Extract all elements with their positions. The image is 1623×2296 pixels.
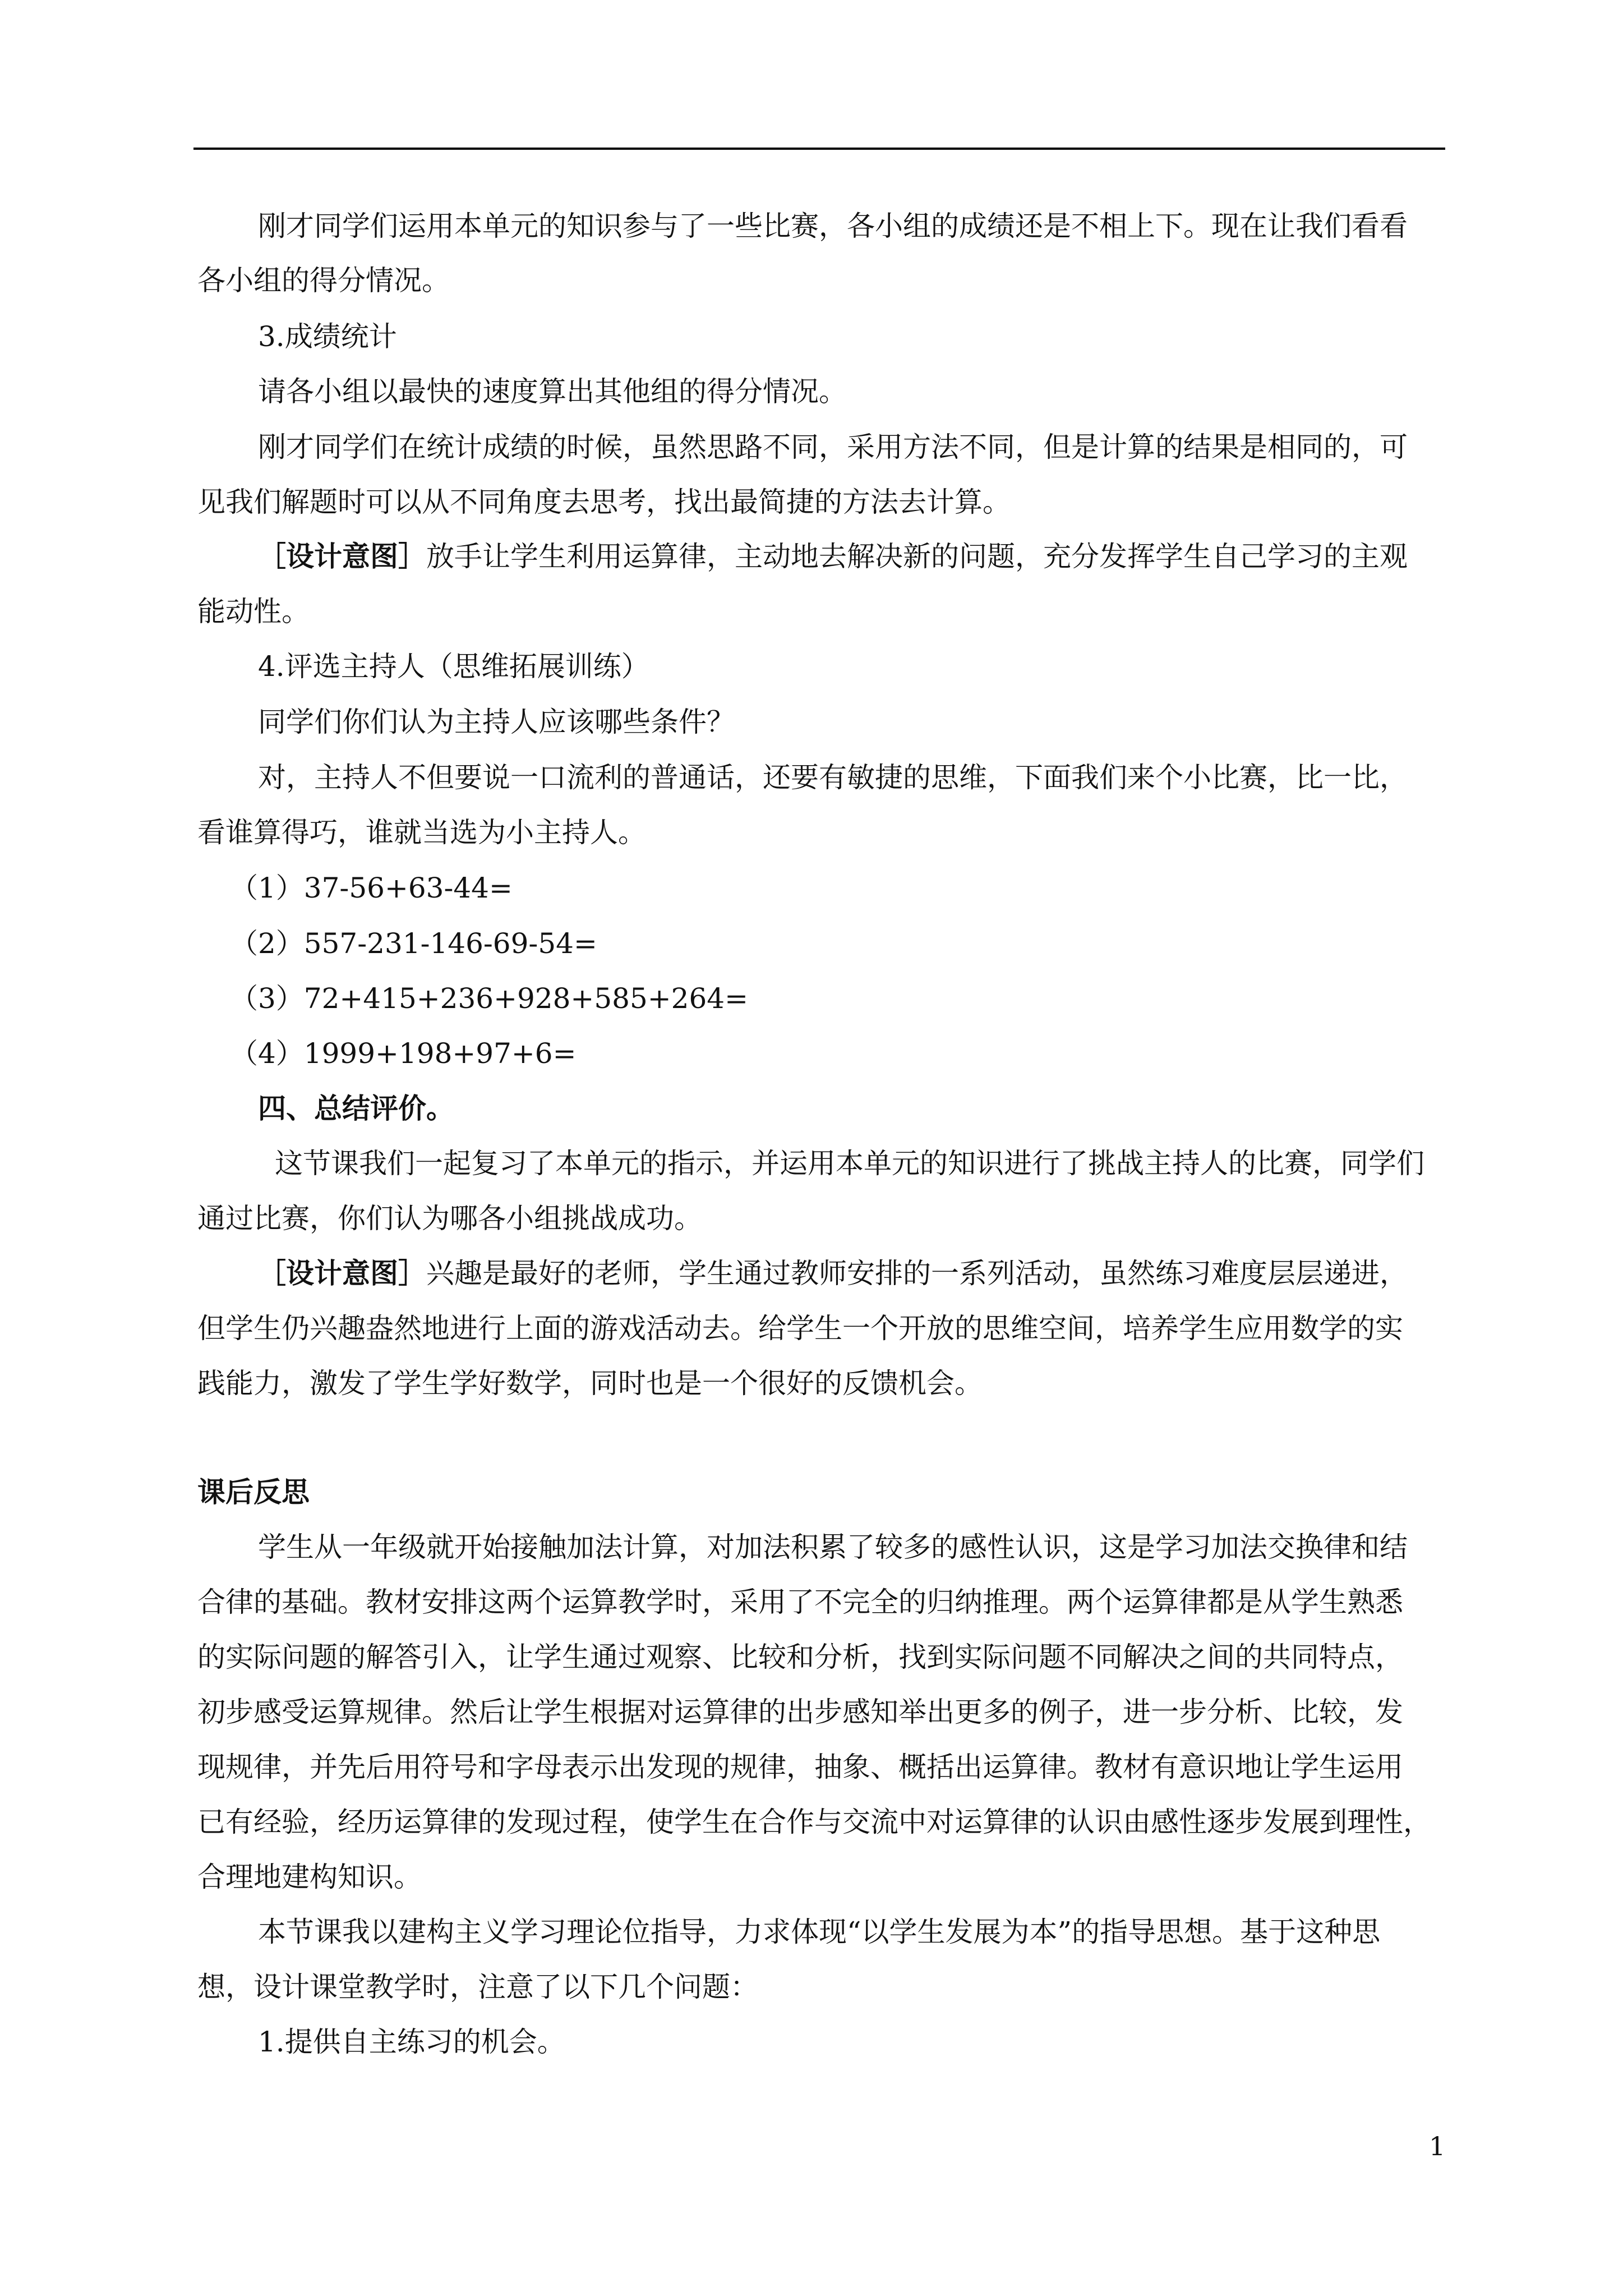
text-line: 的实际问题的解答引入，让学生通过观察、比较和分析，找到实际问题不同解决之间的共同特点， (197, 1641, 1403, 1673)
design-intent-label: ［设计意图］ (258, 540, 426, 573)
text-line: 刚才同学们运用本单元的知识参与了一些比赛，各小组的成绩还是不相上下。现在让我们看看 (258, 210, 1408, 242)
text-line (258, 1257, 1408, 1290)
text-line: 请各小组以最快的速度算出其他组的得分情况。 (258, 375, 847, 408)
section-heading: 课后反思 (197, 1475, 310, 1508)
text-line: 看谁算得巧，谁就当选为小主持人。 (197, 816, 646, 849)
text-line: 各小组的得分情况。 (197, 264, 450, 297)
text-line: 通过比赛，你们认为哪各小组挑战成功。 (197, 1202, 702, 1235)
text-line: 已有经验，经历运算律的发现过程，使学生在合作与交流中对运算律的认识由感性逐步发展到理性， (197, 1806, 1431, 1838)
text-line: 但学生仍兴趣盎然地进行上面的游戏活动去。给学生一个开放的思维空间，培养学生应用数学的实 (197, 1312, 1403, 1345)
section-heading: 四、总结评价。 (258, 1092, 454, 1125)
section-heading: 4.评选主持人（思维拓展训练） (258, 650, 649, 683)
text-line: 想，设计课堂教学时，注意了以下几个问题： (197, 1971, 758, 2003)
text-line: 践能力，激发了学生学好数学，同时也是一个很好的反馈机会。 (197, 1367, 983, 1400)
exercise-item: （4）1999+198+97+6= (230, 1037, 577, 1070)
text-line: 合律的基础。教材安排这两个运算教学时，采用了不完全的归纳推理。两个运算律都是从学生熟悉 (197, 1586, 1403, 1618)
text-line: 现规律，并先后用符号和字母表示出发现的规律，抽象、概括出运算律。教材有意识地让学生运用 (197, 1751, 1403, 1783)
design-intent-text: 兴趣是最好的老师，学生通过教师安排的一系列活动，虽然练习难度层层递进， (426, 1257, 1408, 1290)
exercise-item: （3）72+415+236+928+585+264= (230, 982, 748, 1015)
text-line: 见我们解题时可以从不同角度去思考，找出最简捷的方法去计算。 (197, 486, 1011, 518)
exercise-item: （1）37-56+63-44= (230, 872, 513, 904)
text-line: 本节课我以建构主义学习理论位指导，力求体现“以学生发展为本”的指导思想。基于这种思 (258, 1916, 1381, 1948)
header-rule (193, 148, 1445, 150)
text-line: 学生从一年级就开始接触加法计算，对加法积累了较多的感性认识，这是学习加法交换律和结 (258, 1531, 1408, 1563)
text-line: 同学们你们认为主持人应该哪些条件？ (258, 706, 735, 738)
design-intent-label: ［设计意图］ (258, 1257, 426, 1290)
text-line: 合理地建构知识。 (197, 1861, 422, 1893)
text-line: 刚才同学们在统计成绩的时候，虽然思路不同，采用方法不同，但是计算的结果是相同的，可 (258, 431, 1408, 463)
section-heading: 1.提供自主练习的机会。 (258, 2026, 565, 2058)
text-line: 初步感受运算规律。然后让学生根据对运算律的出步感知举出更多的例子，进一步分析、比较，发 (197, 1696, 1403, 1728)
exercise-item: （2）557-231-146-69-54= (230, 927, 597, 960)
section-heading: 3.成绩统计 (258, 320, 397, 353)
design-intent-text: 放手让学生利用运算律，主动地去解决新的问题，充分发挥学生自己学习的主观 (426, 540, 1408, 573)
text-line: 对，主持人不但要说一口流利的普通话，还要有敏捷的思维，下面我们来个小比赛，比一比， (258, 761, 1408, 794)
text-line (258, 540, 1408, 573)
text-line: 能动性。 (197, 595, 310, 628)
page-number: 1 (1429, 2131, 1446, 2161)
text-line: 这节课我们一起复习了本单元的指示，并运用本单元的知识进行了挑战主持人的比赛，同学们 (275, 1147, 1424, 1180)
